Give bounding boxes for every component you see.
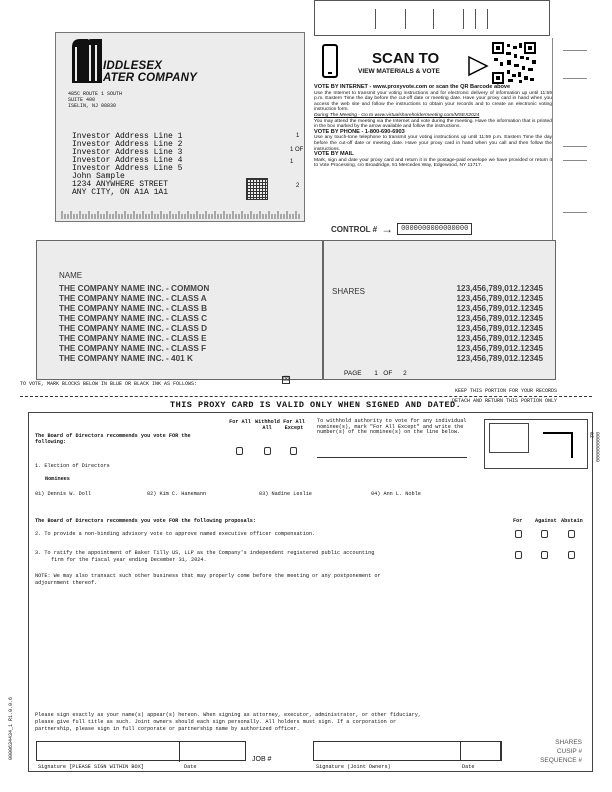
top-barcode-strip xyxy=(314,0,550,36)
phone-body: Use any touch-tone telephone to transmit your voting instructions up until 11:59 p.m. Eastern Time the day before the cut-off date or meeting date. Have your proxy card in hand when you call and then follow the instructions. xyxy=(314,135,552,152)
signature-label: Signature [PLEASE SIGN WITHIN BOX] xyxy=(38,764,144,770)
item-1: 1. Election of Directors xyxy=(35,463,110,469)
date-label: Date xyxy=(184,764,197,770)
shares-cusip-seq: SHARES CUSIP # SEQUENCE # xyxy=(540,739,582,764)
control-label: CONTROL # xyxy=(331,224,378,234)
vote-box-item3-against[interactable] xyxy=(541,551,548,559)
item-2: 2. To provide a non-binding advisory vote to approve named executive officer compensation. xyxy=(35,531,316,537)
grid-barcode xyxy=(246,178,268,200)
arrow-right-icon xyxy=(466,54,490,78)
stamp-inner xyxy=(489,423,529,453)
investor-city: ANY CITY, ON A1A 1A1 xyxy=(72,188,169,197)
vote-box-for-all-except[interactable] xyxy=(290,447,297,455)
vote-box-withhold-all[interactable] xyxy=(264,447,271,455)
investor-line: Investor Address Line 4 xyxy=(72,156,183,165)
qr-code-icon[interactable] xyxy=(492,42,536,84)
logo-text-line2: ATER COMPANY xyxy=(103,72,197,84)
investor-line: Investor Address Line 3 xyxy=(72,148,183,157)
company-address: 485C ROUTE 1 SOUTH SUITE 400 ISELIN, NJ 08830 xyxy=(68,91,123,109)
col-against: Against xyxy=(535,518,557,524)
joint-signature-label: Signature (Joint Owners) xyxy=(316,764,391,770)
vote-box-item3-for[interactable] xyxy=(515,551,522,559)
logo-text-line1: IDDLESEX xyxy=(103,60,163,72)
holdings-names xyxy=(36,240,323,380)
phone-heading: VOTE BY PHONE - 1-800-690-6903 xyxy=(314,128,405,135)
joint-date-label: Date xyxy=(462,764,475,770)
nominee: 03) Nadine Leslie xyxy=(259,491,312,497)
company-logo xyxy=(68,37,200,89)
vote-box-item2-abstain[interactable] xyxy=(568,530,575,538)
mail-heading: VOTE BY MAIL xyxy=(314,151,354,158)
nominee: 01) Dennis W. Doll xyxy=(35,491,92,497)
name-label: NAME xyxy=(59,271,83,280)
holding-shares: 123,456,789,012.12345 xyxy=(456,354,543,363)
holding-shares: 123,456,789,012.12345 xyxy=(456,294,543,303)
control-number: 0000000000000000 xyxy=(397,223,472,235)
holding-shares: 123,456,789,012.12345 xyxy=(456,304,543,313)
board-recommendation-2: The Board of Directors recommends you vote FOR the following proposals: xyxy=(35,518,257,524)
holding-name: THE COMPANY NAME INC. - CLASS B xyxy=(59,304,207,313)
vote-box-item2-for[interactable] xyxy=(515,530,522,538)
vote-box-item2-against[interactable] xyxy=(541,530,548,538)
proxy-ballot xyxy=(28,412,593,772)
side-code: 0000000000 02 xyxy=(588,432,600,463)
nominee: 04) Ann L. Noble xyxy=(371,491,421,497)
withhold-note: To withhold authority to vote for any individual nominee(s), mark "For All Except" and write the number(s) of the nominee(s) on the line below. xyxy=(317,418,467,436)
sign-note-line1: Please sign exactly as your name(s) appear(s) hereon. When signing as attorney, executor, administrator, or other fiduciary, xyxy=(35,712,422,718)
note-line2: adjournment thereof. xyxy=(35,580,98,586)
control-number-row xyxy=(331,222,472,236)
investor-name: John Sample xyxy=(72,172,125,181)
scan-title: SCAN TO xyxy=(372,50,440,67)
valid-notice: THIS PROXY CARD IS VALID ONLY WHEN SIGNED AND DATED. xyxy=(170,400,462,410)
scan-subtitle: VIEW MATERIALS & VOTE xyxy=(358,68,440,75)
scan-block xyxy=(314,40,552,238)
col-withhold-all: Withhold All xyxy=(255,419,280,431)
col-for: For xyxy=(513,518,523,524)
investor-line: Investor Address Line 1 xyxy=(72,132,183,141)
shares-list xyxy=(456,284,543,364)
holding-name: THE COMPANY NAME INC. - CLASS E xyxy=(59,334,207,343)
holdings-panel xyxy=(36,240,556,380)
page-indicator: PAGE 1 OF 2 xyxy=(344,370,407,377)
holding-name: THE COMPANY NAME INC. - CLASS A xyxy=(59,294,207,303)
sign-note-line3: partnership, please sign in full corporate or partnership name by authorized officer. xyxy=(35,726,300,732)
holding-shares: 123,456,789,012.12345 xyxy=(456,324,543,333)
vote-instructions xyxy=(314,85,552,169)
nominee: 02) Kim C. Hanemann xyxy=(147,491,207,497)
signature-box[interactable] xyxy=(36,741,246,761)
col-abstain: Abstain xyxy=(561,518,583,524)
shares-label: SHARES xyxy=(332,287,365,296)
example-mark: ☒ xyxy=(283,376,290,383)
holding-name: THE COMPANY NAME INC. - CLASS C xyxy=(59,314,207,323)
vote-box-item3-abstain[interactable] xyxy=(568,551,575,559)
right-tab-strip xyxy=(552,38,612,240)
mail-body: Mark, sign and date your proxy card and return it in the postage-paid envelope we have provided or return it to Vote Processing, c/o Broadridge, 51 Mercedes Way, Edgewood, NY 11717. xyxy=(314,157,552,169)
item-3-line2: firm for the fiscal year ending December 31, 2024. xyxy=(51,557,207,563)
holding-shares: 123,456,789,012.12345 xyxy=(456,334,543,343)
holding-shares: 123,456,789,012.12345 xyxy=(456,284,543,293)
holding-name: THE COMPANY NAME INC. - CLASS D xyxy=(59,324,207,333)
arrow-right-icon: → xyxy=(381,222,394,236)
holding-name: THE COMPANY NAME INC. - 401 K xyxy=(59,354,193,363)
sign-note-line2: please give full title as such. Joint owners should each sign personally. All holders must sign. If a corporation or xyxy=(35,719,397,725)
investor-street: 1234 ANYWHERE STREET xyxy=(72,180,169,189)
vote-instruction: TO VOTE, MARK BLOCKS BELOW IN BLUE OR BLACK INK AS FOLLOWS: xyxy=(20,381,198,387)
investor-line: Investor Address Line 5 xyxy=(72,164,183,173)
meeting-body: You may attend the meeting via the Internet and vote during the meeting. Have the information that is printed in the box marked by the arrow available and follow the instructions. xyxy=(314,118,552,130)
postal-barcode xyxy=(58,210,304,220)
nominee-exception-line[interactable] xyxy=(317,457,467,458)
company-list xyxy=(59,284,209,364)
holding-name: THE COMPANY NAME INC. - COMMON xyxy=(59,284,210,293)
keep-portion-text: KEEP THIS PORTION FOR YOUR RECORDS xyxy=(455,388,558,394)
detach-text: DETACH AND RETURN THIS PORTION ONLY xyxy=(452,398,558,404)
joint-date-box[interactable] xyxy=(460,741,502,761)
corner-mark xyxy=(543,432,573,458)
holding-shares: 123,456,789,012.12345 xyxy=(456,314,543,323)
holding-name: THE COMPANY NAME INC. - CLASS F xyxy=(59,344,207,353)
phone-icon xyxy=(322,44,338,78)
investor-address xyxy=(72,133,182,197)
holding-shares: 123,456,789,012.12345 xyxy=(456,344,543,353)
stamp-box xyxy=(484,419,588,469)
form-code: 0000634434_1 R1.0.0.6 xyxy=(8,696,14,760)
internet-body: Use the Internet to transmit your voting instructions and for electronic delivery of information up until 11:59 p.m. Eastern Time the day before the cut-off date or meeting date. Have your proxy card in hand when you access the web site and follow the instructions to obtain your records and to create an electronic voting instruction form. xyxy=(314,90,552,113)
address-panel: IDDLESEX ATER COMPANY 485C ROUTE 1 SOUTH SUITE 400 ISELIN, NJ 08830 Investor Address Line 1 Investor Address Line 2 Investor Address Line 3 Investor Address Line 4 Investor Address Line 5 John Sample 1234 ANYWHERE STREET ANY CITY, ON A1A 1A1 1 1 OF 1 2 xyxy=(55,32,305,222)
vote-box-for-all[interactable] xyxy=(236,447,243,455)
col-for-all: For All xyxy=(229,419,251,425)
col-for-all-except: For All Except xyxy=(283,419,305,431)
investor-line: Investor Address Line 2 xyxy=(72,140,183,149)
detach-line xyxy=(20,396,592,397)
item-3-line1: 3. To ratify the appointment of Baker Tilly US, LLP as the Company's independent registered public accounting xyxy=(35,550,375,556)
job-label: JOB # xyxy=(252,756,272,763)
note-line1: NOTE: We may also transact such other business that may properly come before the meeting or any postponement or xyxy=(35,573,381,579)
board-recommendation-1: The Board of Directors recommends you vote FOR the following: xyxy=(35,433,191,445)
nominees-label: Nominees xyxy=(45,476,70,482)
internet-heading: VOTE BY INTERNET - www.proxyvote.com or scan the QR Barcode above xyxy=(314,84,511,90)
meeting-link[interactable]: During The Meeting - Go to www.virtualshareholdermeeting.com/MSEX2024 xyxy=(314,112,480,118)
holdings-shares xyxy=(323,240,556,380)
